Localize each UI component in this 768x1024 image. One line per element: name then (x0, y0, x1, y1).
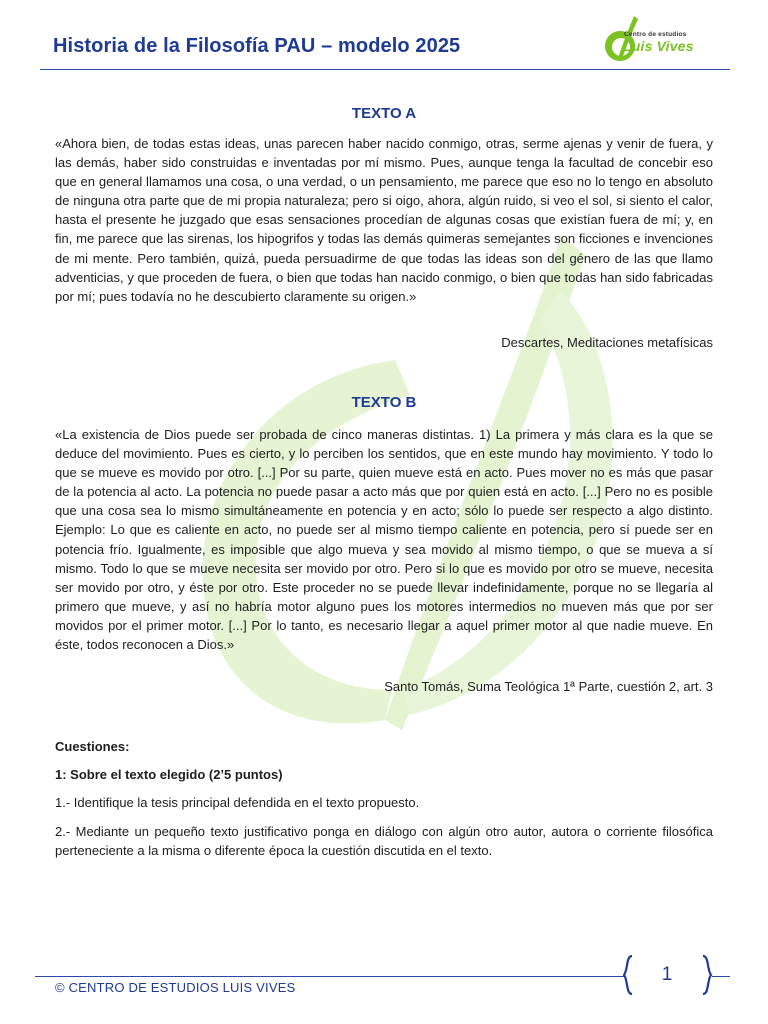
page-title: Historia de la Filosofía PAU – modelo 2025 (53, 35, 461, 57)
logo-subtitle: Centro de estudios (624, 31, 687, 38)
footer-divider-right (712, 976, 730, 977)
texto-b-title: TEXTO B (351, 394, 417, 411)
texto-b-body: «La existencia de Dios puede ser probada de cinco maneras distintas. 1) La primera y más clara es la que se deduce del movimiento. Pues es cierto, y lo perciben los sentidos, que en este mundo hay movimiento. Y todo lo que se mueve es movido por otro. [...] Por su parte, quien mueve está en acto. Pues mover no es más que pasar de la potencia al acto. La potencia no puede pasar a acto más que por quien está en acto. [...] Pero no es posible que una cosa sea lo mismo simultáneamente en potencia y en acto; sólo lo puede ser respecto a algo distinto. Ejemplo: Lo que es caliente en acto, no puede ser al mismo tiempo caliente en potencia, pero sí puede ser en potencia frío. Igualmente, es imposible que algo mueva y sea movido al mismo tiempo, o que se mueva a sí mismo. Todo lo que se mueve necesita ser movido por otro. Pero si lo que es movido por otro se mueve, necesita ser movido por otro, y éste por otro. Este proceder no se puede llevar indefinidamente, porque no se llegaría al primero que mueve, y así no habría motor alguno pues los motores intermedios no mueven más que por ser movidos por el primer motor. [...] Por lo tanto, es necesario llegar a aquel primer motor al que nadie mueve. En éste, todos reconocen a Dios.» (55, 427, 713, 653)
texto-a-body: «Ahora bien, de todas estas ideas, unas parecen haber nacido conmigo, otras, serme ajenas y venir de fuera, y las demás, haber sido construidas e inventadas por mí mismo. Pues, aunque tenga la facultad de concebir eso que en general llamamos una cosa, o una verdad, o un pensamiento, me parece que eso no lo tengo en absoluto de ninguna otra parte que de mi propia naturaleza; pero si oigo, ahora, algún ruido, si veo el sol, si siento el calor, hasta el presente he juzgado que esas sensaciones procedían de algunas cosas que existían fuera de mí; y, en fin, me parece que las sirenas, los hipogrifos y todas las demás quimeras semejantes son ficciones e invenciones de mi mente. Pero también, quizá, pueda persuadirme de que todas las ideas son del género de las que llamo adventicias, y que proceden de fuera, o bien que todas han nacido conmigo, o bien que todas han sido fabricadas por mí; pues todavía no he descubierto claramente su origen.» (55, 136, 713, 304)
footer-copyright: © CENTRO DE ESTUDIOS LUIS VIVES (55, 980, 296, 995)
cuestiones-heading: Cuestiones: (55, 739, 130, 754)
brand-logo (600, 16, 720, 68)
question-item-2: 2.- Mediante un pequeño texto justificativo ponga en diálogo con algún otro autor, autora o corriente filosófica perteneciente a la misma o diferente época la cuestión discutida en el texto. (55, 824, 713, 859)
texto-a-title: TEXTO A (351, 105, 417, 122)
question-1-heading: 1: Sobre el texto elegido (2’5 puntos) (55, 767, 283, 782)
question-item-1: 1.- Identifique la tesis principal defendida en el texto propuesto. (55, 795, 420, 810)
logo-name: Luis Vives (623, 38, 694, 54)
header-divider (40, 69, 730, 70)
page-number: 1 (661, 964, 673, 985)
right-brace-icon (701, 954, 713, 996)
left-brace-icon (622, 954, 634, 996)
texto-a-source: Descartes, Meditaciones metafísicas (501, 335, 713, 350)
footer-divider (35, 976, 625, 977)
texto-b-source: Santo Tomás, Suma Teológica 1ª Parte, cuestión 2, art. 3 (384, 679, 713, 694)
